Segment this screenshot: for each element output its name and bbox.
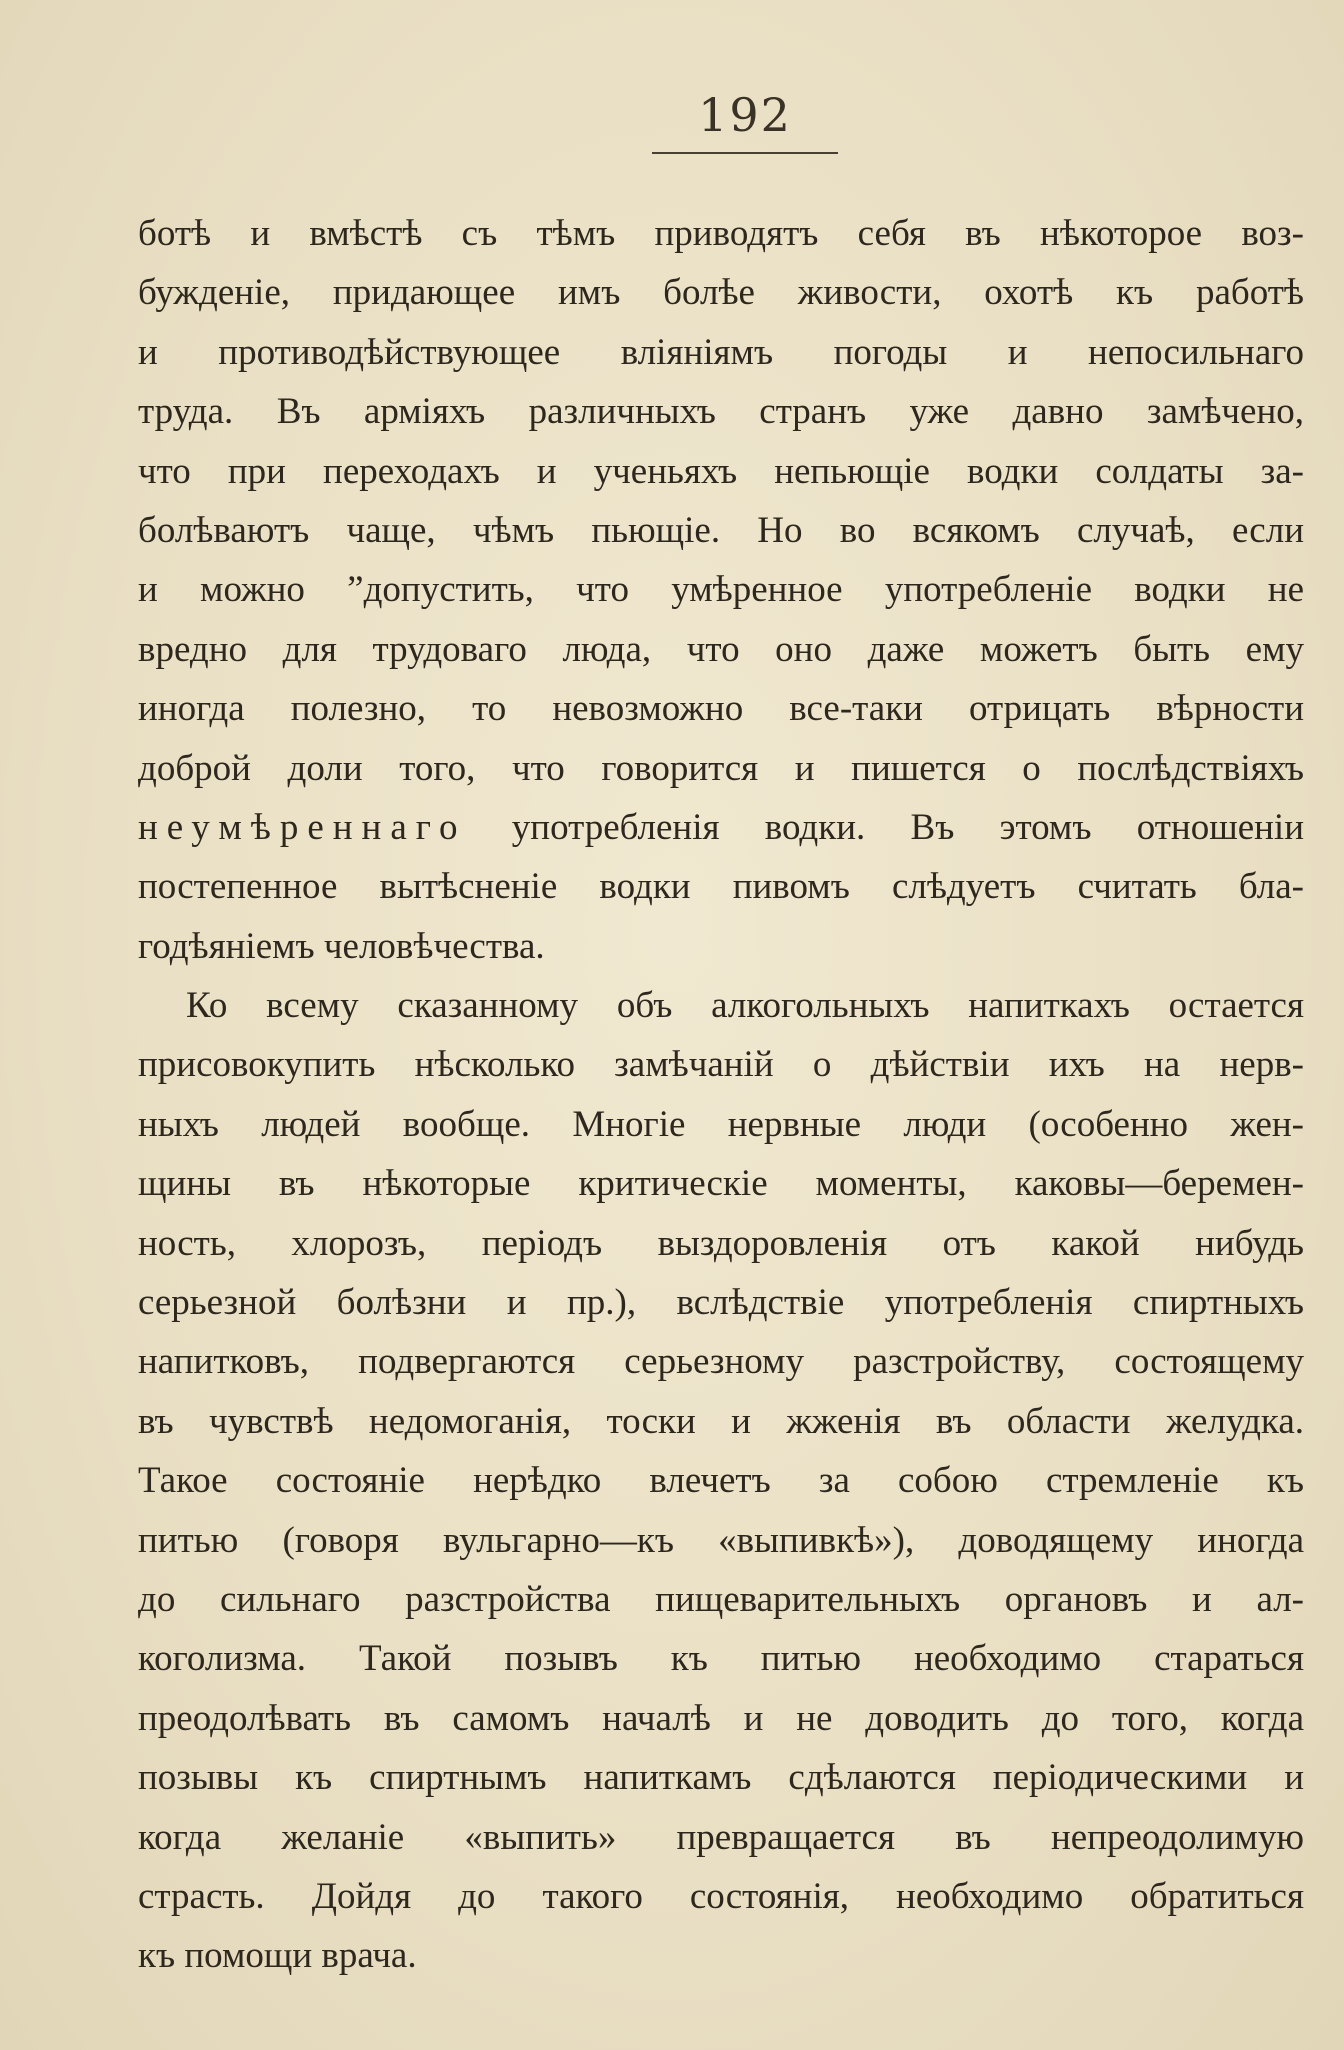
text-line: питью (говоря вульгарно—къ «выпивкѣ»), доводящему иногда bbox=[138, 1519, 1304, 1561]
text-line: иногда полезно, то невозможно все-таки отрицать вѣрности bbox=[138, 688, 1304, 730]
spaced-emphasis-word: неумѣреннаго bbox=[138, 806, 467, 848]
text-line: постепенное вытѣсненіе водки пивомъ слѣдуетъ считать бла- bbox=[138, 866, 1304, 908]
text-line: преодолѣвать въ самомъ началѣ и не доводить до того, когда bbox=[138, 1697, 1304, 1739]
page-number: 192 bbox=[698, 88, 792, 142]
text-line: ность, хлорозъ, періодъ выздоровленія отъ какой нибудь bbox=[138, 1222, 1304, 1264]
text-line: коголизма. Такой позывъ къ питью необходимо стараться bbox=[138, 1638, 1304, 1680]
text-line: присовокупить нѣсколько замѣчаній о дѣйствіи ихъ на нерв- bbox=[138, 1044, 1304, 1086]
text-line: когда желаніе «выпить» превращается въ непреодолимую bbox=[138, 1816, 1304, 1858]
text-line-rest: употребленія водки. Въ этомъ отношеніи bbox=[511, 806, 1304, 848]
text-line: въ чувствѣ недомоганія, тоски и жженія въ области желудка. bbox=[138, 1400, 1304, 1442]
text-line: бужденіе, придающее имъ болѣе живости, охотѣ къ работѣ bbox=[138, 272, 1304, 314]
text-line: годѣяніемъ человѣчества. bbox=[138, 925, 545, 967]
text-line: Такое состояніе нерѣдко влечетъ за собою стремленіе къ bbox=[138, 1460, 1304, 1502]
text-line: вредно для трудоваго люда, что оно даже можетъ быть ему bbox=[138, 628, 1304, 670]
text-line: щины въ нѣкоторые критическіе моменты, каковы—беремен- bbox=[138, 1163, 1304, 1205]
text-line: ныхъ людей вообще. Многіе нервные люди (особенно жен- bbox=[138, 1103, 1304, 1145]
text-line: до сильнаго разстройства пищеварительныхъ органовъ и ал- bbox=[138, 1578, 1304, 1620]
text-line: и противодѣйствующее вліяніямъ погоды и непосильнаго bbox=[138, 331, 1304, 373]
text-line: къ помощи врача. bbox=[138, 1935, 417, 1977]
body-text bbox=[138, 204, 1304, 1986]
text-line: ботѣ и вмѣстѣ съ тѣмъ приводятъ себя въ нѣкоторое воз- bbox=[138, 213, 1304, 254]
text-line: и можно ”допустить, что умѣренное употребленіе водки не bbox=[138, 569, 1304, 611]
paragraph-first-line: Ко всему сказанному объ алкогольныхъ напиткахъ остается bbox=[186, 985, 1304, 1027]
text-line: страсть. Дойдя до такого состоянія, необходимо обратиться bbox=[138, 1875, 1304, 1917]
text-line: серьезной болѣзни и пр.), вслѣдствіе употребленія спиртныхъ bbox=[138, 1282, 1304, 1324]
text-line: труда. Въ арміяхъ различныхъ странъ уже давно замѣчено, bbox=[138, 391, 1304, 433]
header-rule bbox=[652, 152, 838, 154]
text-line: напитковъ, подвергаются серьезному разстройству, состоящему bbox=[138, 1341, 1304, 1383]
text-line: болѣваютъ чаще, чѣмъ пьющіе. Но во всякомъ случаѣ, если bbox=[138, 509, 1304, 551]
text-line: позывы къ спиртнымъ напиткамъ сдѣлаются періодическими и bbox=[138, 1757, 1304, 1799]
text-line: что при переходахъ и ученьяхъ непьющіе водки солдаты за- bbox=[138, 450, 1304, 492]
text-line: доброй доли того, что говорится и пишется о послѣдствіяхъ bbox=[138, 747, 1304, 789]
text-line-spaced bbox=[138, 798, 1304, 857]
